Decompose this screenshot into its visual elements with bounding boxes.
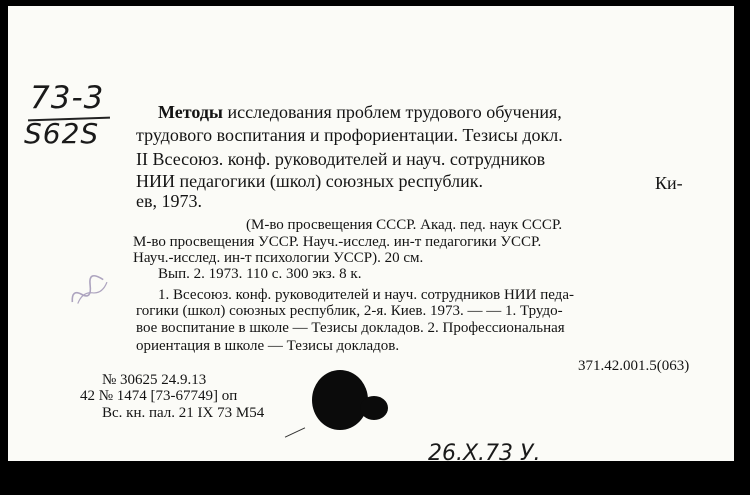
entry-title-bold: Методы	[158, 102, 223, 122]
ink-blot	[312, 370, 368, 430]
entry-title-line	[158, 102, 562, 123]
udc-classification: 371.42.001.5(063)	[578, 358, 690, 374]
entry-line-5: ев, 1973.	[136, 191, 202, 211]
publisher-line-3: Науч.-исслед. ин-т психологии УССР). 20 см.	[133, 250, 424, 266]
entry-line-3: II Всесоюз. конф. руководителей и науч. сотрудников	[136, 149, 546, 169]
entry-title-rest: исследования проблем трудового обучения,	[223, 102, 562, 122]
entry-line-4: НИИ педагогики (школ) союзных республик.	[136, 171, 483, 191]
publisher-line-1: (М-во просвещения СССР. Акад. пед. наук СССР.	[246, 217, 563, 233]
subjects-line-3: вое воспитание в школе — Тезисы докладов. 2. Профессиональная	[136, 320, 565, 336]
subjects-line-4: ориентация в школе — Тезисы докладов.	[136, 338, 400, 354]
accession-line-3: Вс. кн. пал. 21 IX 73 М54	[102, 405, 265, 421]
call-number-line1: 73-3	[30, 80, 105, 116]
accession-line-1: № 30625 24.9.13	[102, 372, 207, 388]
entry-city-part: Ки-	[655, 173, 683, 193]
subjects-line-1: 1. Всесоюз. конф. руководителей и науч. сотрудников НИИ педа-	[158, 287, 574, 303]
publisher-line-2: М-во просвещения УССР. Науч.-исслед. ин-т педагогики УССР.	[133, 234, 542, 250]
call-number-line2: S62S	[24, 117, 100, 150]
scan-border-bottom	[0, 461, 750, 495]
accession-line-2: 42 № 1474 [73-67749] оп	[80, 388, 238, 404]
scan-border-right	[734, 0, 750, 495]
entry-line-2: трудового воспитания и профориентации. Тезисы докл.	[136, 125, 563, 145]
publisher-line-4: Вып. 2. 1973. 110 с. 300 экз. 8 к.	[158, 266, 362, 282]
handwritten-date: 26.Х.73 У.	[428, 441, 541, 466]
ink-blot-small	[360, 396, 388, 420]
subjects-line-2: гогики (школ) союзных республик, 2-я. Киев. 1973. — — 1. Трудо-	[136, 303, 563, 319]
